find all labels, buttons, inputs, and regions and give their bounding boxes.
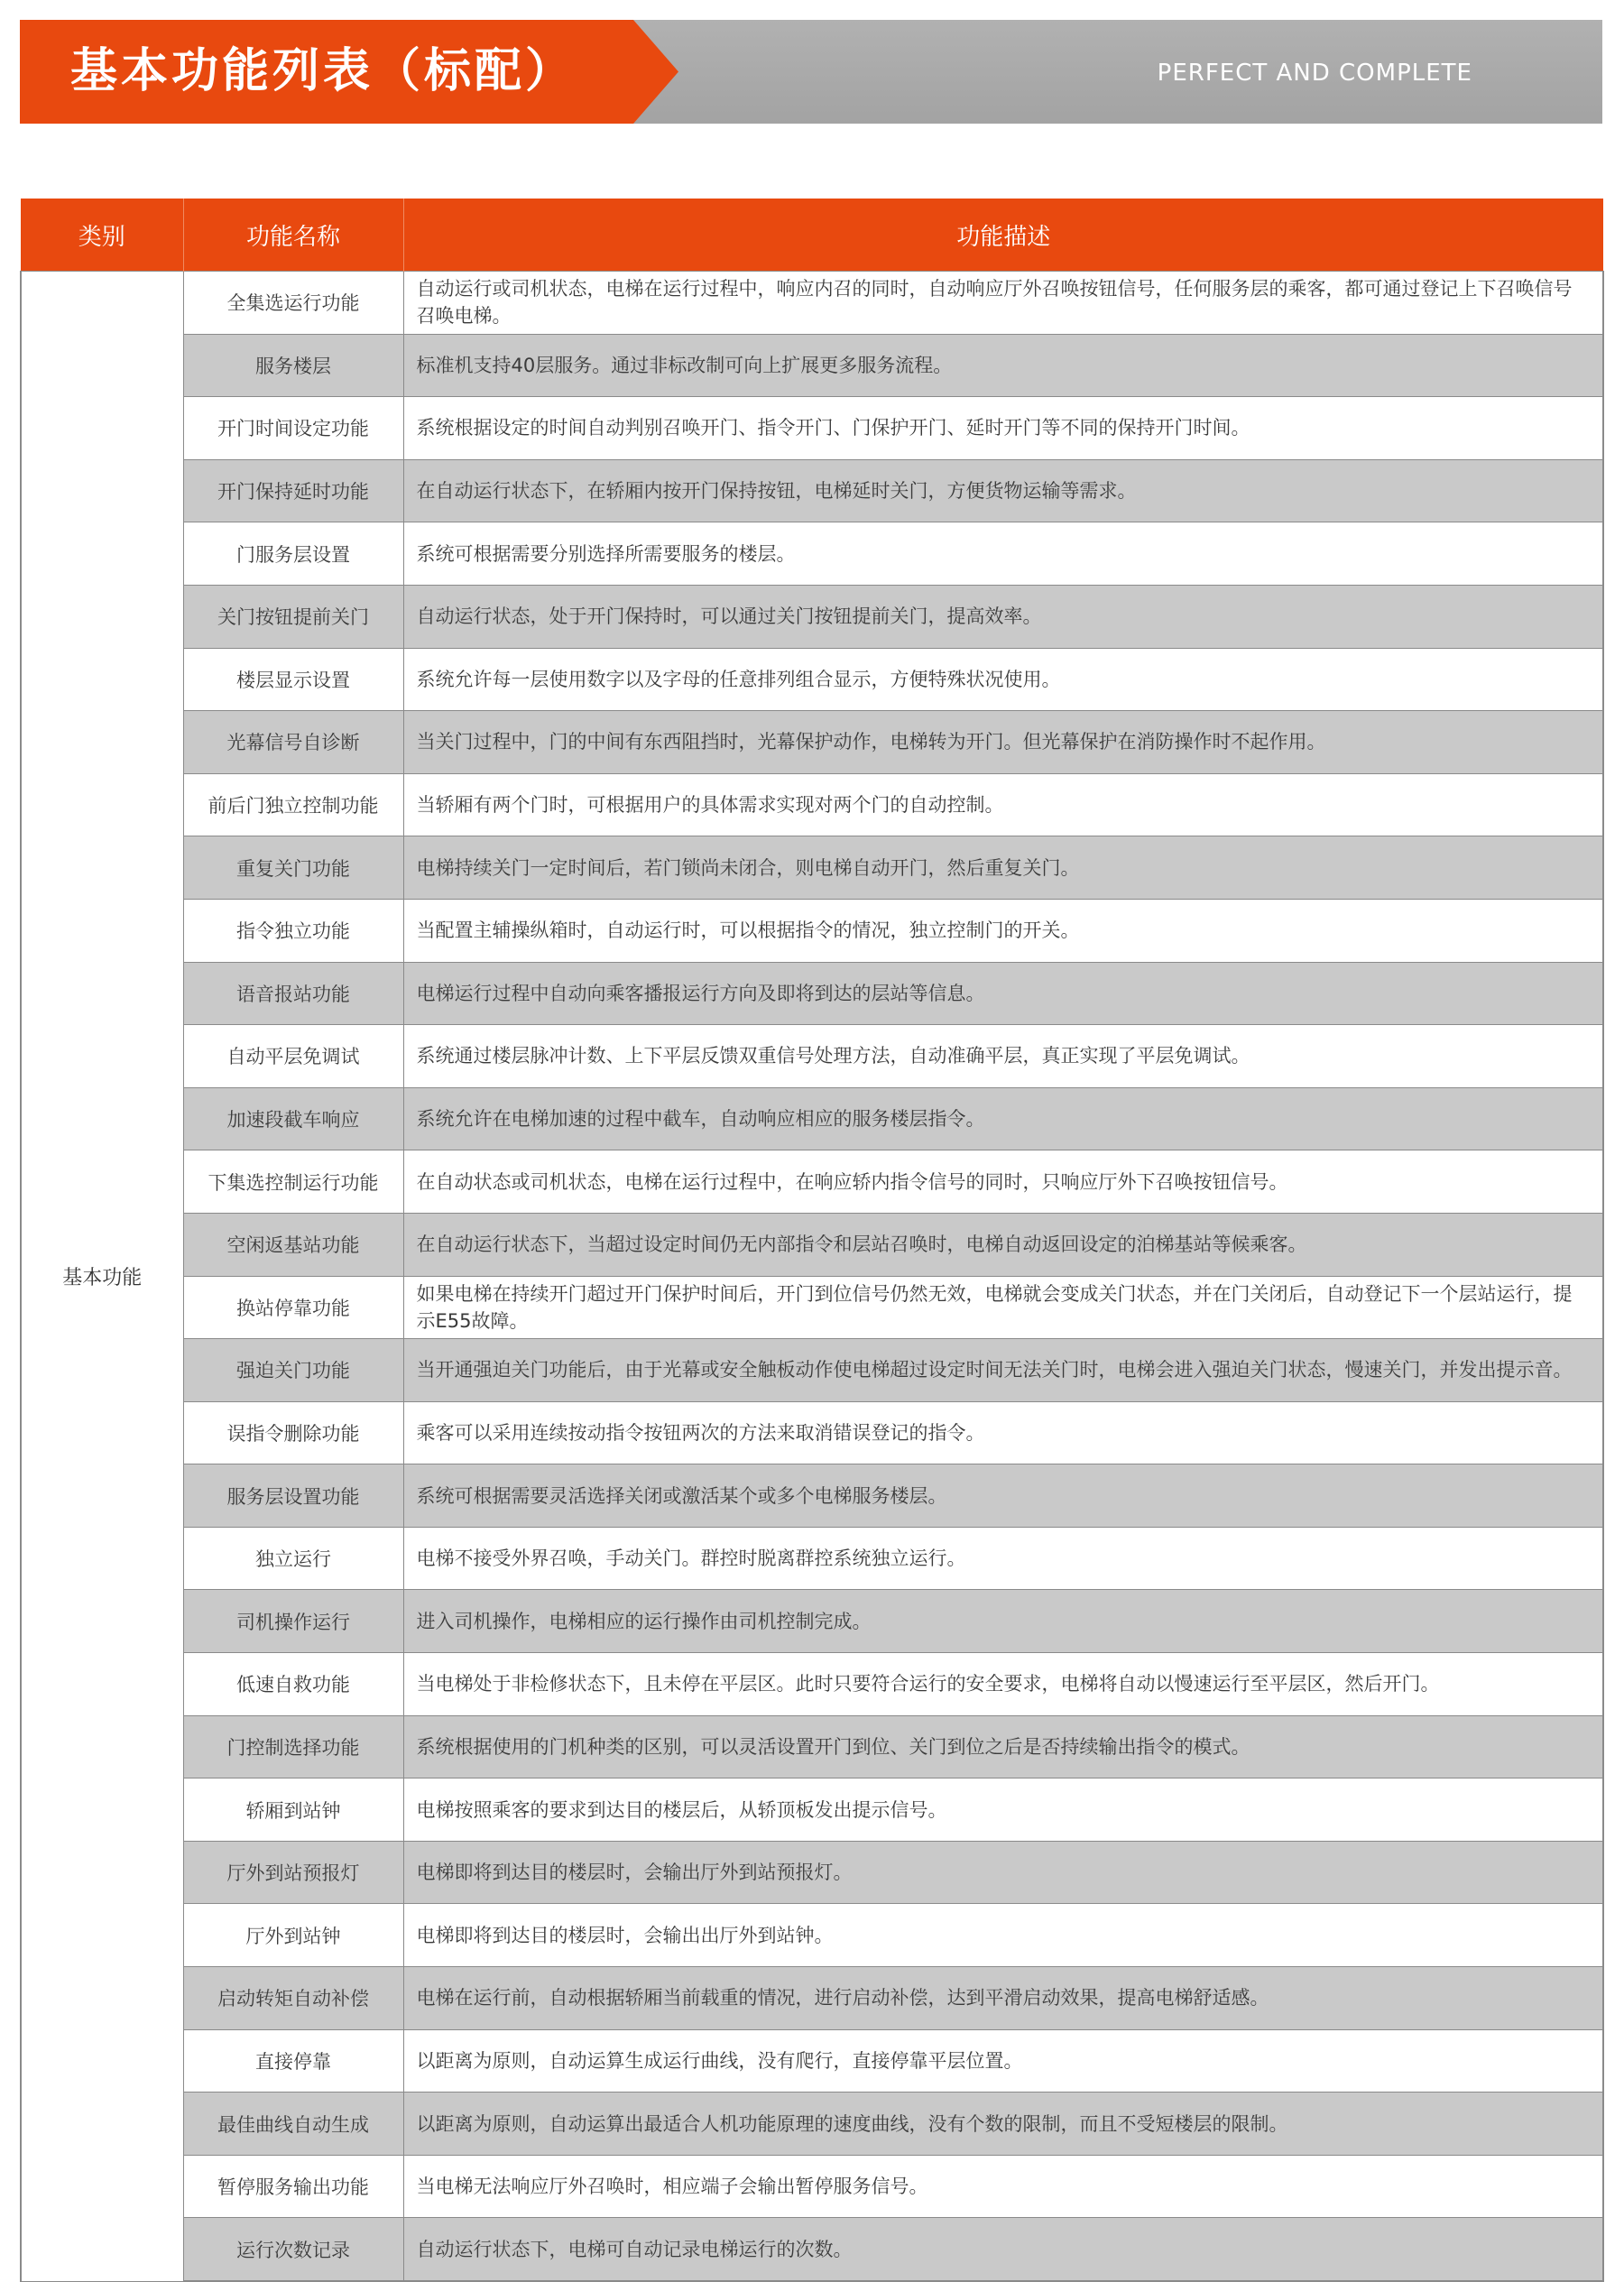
function-name-cell: 独立运行 bbox=[183, 1527, 403, 1590]
function-description-cell: 自动运行状态，处于开门保持时，可以通过关门按钮提前关门，提高效率。 bbox=[403, 585, 1603, 648]
function-name-cell: 直接停靠 bbox=[183, 2029, 403, 2093]
function-description-cell: 乘客可以采用连续按动指令按钮两次的方法来取消错误登记的指令。 bbox=[403, 1401, 1603, 1464]
function-description-cell: 当关门过程中，门的中间有东西阻挡时，光幕保护动作，电梯转为开门。但光幕保护在消防操作时不起作用。 bbox=[403, 711, 1603, 774]
function-description-cell: 以距离为原则，自动运算生成运行曲线，没有爬行，直接停靠平层位置。 bbox=[403, 2029, 1603, 2093]
table-row bbox=[21, 1025, 1603, 1088]
function-description-cell: 当电梯处于非检修状态下，且未停在平层区。此时只要符合运行的安全要求，电梯将自动以慢速运行至平层区，然后开门。 bbox=[403, 1653, 1603, 1716]
function-name-cell: 厅外到站预报灯 bbox=[183, 1841, 403, 1904]
function-name-cell: 强迫关门功能 bbox=[183, 1339, 403, 1402]
function-name-cell: 服务层设置功能 bbox=[183, 1464, 403, 1528]
function-name-cell: 语音报站功能 bbox=[183, 962, 403, 1025]
function-name-cell: 开门保持延时功能 bbox=[183, 459, 403, 522]
table-row bbox=[21, 962, 1603, 1025]
function-name-cell: 光幕信号自诊断 bbox=[183, 711, 403, 774]
column-header-category: 类别 bbox=[21, 199, 183, 272]
function-description-cell: 进入司机操作，电梯相应的运行操作由司机控制完成。 bbox=[403, 1590, 1603, 1653]
table-row bbox=[21, 2155, 1603, 2218]
page-subtitle: PERFECT AND COMPLETE bbox=[1157, 60, 1472, 87]
function-name-cell: 自动平层免调试 bbox=[183, 1025, 403, 1088]
table-row bbox=[21, 1904, 1603, 1967]
function-name-cell: 全集选运行功能 bbox=[183, 272, 403, 335]
table-body bbox=[21, 272, 1603, 2282]
feature-table bbox=[20, 199, 1604, 2282]
table-row bbox=[21, 1087, 1603, 1150]
function-description-cell: 电梯即将到达目的楼层时，会输出出厅外到站钟。 bbox=[403, 1904, 1603, 1967]
function-description-cell: 自动运行状态下，电梯可自动记录电梯运行的次数。 bbox=[403, 2218, 1603, 2281]
table-row bbox=[21, 1590, 1603, 1653]
function-name-cell: 换站停靠功能 bbox=[183, 1276, 403, 1339]
table-row bbox=[21, 1401, 1603, 1464]
function-name-cell: 门控制选择功能 bbox=[183, 1715, 403, 1778]
function-name-cell: 前后门独立控制功能 bbox=[183, 773, 403, 836]
table-row bbox=[21, 836, 1603, 900]
table-row bbox=[21, 1778, 1603, 1842]
function-description-cell: 电梯在运行前，自动根据轿厢当前载重的情况，进行启动补偿，达到平滑启动效果，提高电梯舒适感。 bbox=[403, 1967, 1603, 2030]
page-header-banner bbox=[20, 20, 1602, 124]
function-description-cell: 电梯持续关门一定时间后，若门锁尚未闭合，则电梯自动开门，然后重复关门。 bbox=[403, 836, 1603, 900]
function-description-cell: 当轿厢有两个门时，可根据用户的具体需求实现对两个门的自动控制。 bbox=[403, 773, 1603, 836]
table-row bbox=[21, 2029, 1603, 2093]
function-name-cell: 司机操作运行 bbox=[183, 1590, 403, 1653]
function-description-cell: 在自动运行状态下，当超过设定时间仍无内部指令和层站召唤时，电梯自动返回设定的泊梯基站等候乘客。 bbox=[403, 1213, 1603, 1276]
function-name-cell: 关门按钮提前关门 bbox=[183, 585, 403, 648]
table-row bbox=[21, 1715, 1603, 1778]
function-name-cell: 厅外到站钟 bbox=[183, 1904, 403, 1967]
function-description-cell: 当电梯无法响应厅外召唤时，相应端子会输出暂停服务信号。 bbox=[403, 2155, 1603, 2218]
function-name-cell: 开门时间设定功能 bbox=[183, 397, 403, 460]
function-name-cell: 低速自救功能 bbox=[183, 1653, 403, 1716]
feature-table-container bbox=[20, 199, 1602, 2282]
function-name-cell: 门服务层设置 bbox=[183, 522, 403, 586]
table-row bbox=[21, 711, 1603, 774]
function-description-cell: 电梯即将到达目的楼层时，会输出厅外到站预报灯。 bbox=[403, 1841, 1603, 1904]
category-cell: 基本功能 bbox=[21, 272, 183, 2282]
table-row bbox=[21, 1967, 1603, 2030]
function-description-cell: 系统可根据需要灵活选择关闭或激活某个或多个电梯服务楼层。 bbox=[403, 1464, 1603, 1528]
function-name-cell: 服务楼层 bbox=[183, 334, 403, 397]
function-name-cell: 空闲返基站功能 bbox=[183, 1213, 403, 1276]
function-name-cell: 轿厢到站钟 bbox=[183, 1778, 403, 1842]
table-row bbox=[21, 773, 1603, 836]
table-row bbox=[21, 1841, 1603, 1904]
function-description-cell: 系统通过楼层脉冲计数、上下平层反馈双重信号处理方法，自动准确平层，真正实现了平层免调试。 bbox=[403, 1025, 1603, 1088]
table-header-row bbox=[21, 199, 1603, 272]
table-row bbox=[21, 648, 1603, 711]
function-description-cell: 电梯运行过程中自动向乘客播报运行方向及即将到达的层站等信息。 bbox=[403, 962, 1603, 1025]
column-header-function-description: 功能描述 bbox=[403, 199, 1603, 272]
function-description-cell: 在自动运行状态下，在轿厢内按开门保持按钮，电梯延时关门，方便货物运输等需求。 bbox=[403, 459, 1603, 522]
table-row bbox=[21, 1276, 1603, 1339]
function-description-cell: 在自动状态或司机状态，电梯在运行过程中，在响应轿内指令信号的同时，只响应厅外下召唤按钮信号。 bbox=[403, 1150, 1603, 1214]
function-description-cell: 当配置主辅操纵箱时，自动运行时，可以根据指令的情况，独立控制门的开关。 bbox=[403, 899, 1603, 962]
table-row bbox=[21, 1213, 1603, 1276]
function-description-cell: 标准机支持40层服务。通过非标改制可向上扩展更多服务流程。 bbox=[403, 334, 1603, 397]
function-description-cell: 系统根据设定的时间自动判别召唤开门、指令开门、门保护开门、延时开门等不同的保持开门时间。 bbox=[403, 397, 1603, 460]
column-header-function-name: 功能名称 bbox=[183, 199, 403, 272]
function-description-cell: 系统根据使用的门机种类的区别，可以灵活设置开门到位、关门到位之后是否持续输出指令的模式。 bbox=[403, 1715, 1603, 1778]
table-row bbox=[21, 2093, 1603, 2156]
table-row bbox=[21, 1464, 1603, 1528]
function-description-cell: 系统可根据需要分别选择所需要服务的楼层。 bbox=[403, 522, 1603, 586]
function-name-cell: 重复关门功能 bbox=[183, 836, 403, 900]
table-row bbox=[21, 397, 1603, 460]
page-title: 基本功能列表（标配） bbox=[70, 44, 577, 98]
table-row bbox=[21, 1653, 1603, 1716]
function-description-cell: 自动运行或司机状态，电梯在运行过程中，响应内召的同时，自动响应厅外召唤按钮信号，任何服务层的乘客，都可通过登记上下召唤信号召唤电梯。 bbox=[403, 272, 1603, 335]
function-description-cell: 以距离为原则，自动运算出最适合人机功能原理的速度曲线，没有个数的限制，而且不受短楼层的限制。 bbox=[403, 2093, 1603, 2156]
function-name-cell: 误指令删除功能 bbox=[183, 1401, 403, 1464]
function-description-cell: 电梯按照乘客的要求到达目的楼层后，从轿顶板发出提示信号。 bbox=[403, 1778, 1603, 1842]
table-row bbox=[21, 459, 1603, 522]
table-row bbox=[21, 1150, 1603, 1214]
function-name-cell: 最佳曲线自动生成 bbox=[183, 2093, 403, 2156]
function-description-cell: 系统允许每一层使用数字以及字母的任意排列组合显示，方便特殊状况使用。 bbox=[403, 648, 1603, 711]
table-row bbox=[21, 899, 1603, 962]
table-header bbox=[21, 199, 1603, 272]
function-description-cell: 系统允许在电梯加速的过程中截车，自动响应相应的服务楼层指令。 bbox=[403, 1087, 1603, 1150]
table-row bbox=[21, 334, 1603, 397]
function-name-cell: 运行次数记录 bbox=[183, 2218, 403, 2281]
table-row bbox=[21, 1527, 1603, 1590]
function-name-cell: 加速段截车响应 bbox=[183, 1087, 403, 1150]
function-description-cell: 电梯不接受外界召唤，手动关门。群控时脱离群控系统独立运行。 bbox=[403, 1527, 1603, 1590]
table-row bbox=[21, 272, 1603, 335]
function-name-cell: 指令独立功能 bbox=[183, 899, 403, 962]
table-row bbox=[21, 1339, 1603, 1402]
function-name-cell: 楼层显示设置 bbox=[183, 648, 403, 711]
table-row bbox=[21, 2218, 1603, 2281]
table-row bbox=[21, 522, 1603, 586]
function-name-cell: 启动转矩自动补偿 bbox=[183, 1967, 403, 2030]
table-row bbox=[21, 585, 1603, 648]
function-name-cell: 下集选控制运行功能 bbox=[183, 1150, 403, 1214]
function-description-cell: 如果电梯在持续开门超过开门保护时间后，开门到位信号仍然无效，电梯就会变成关门状态，并在门关闭后，自动登记下一个层站运行，提示E55故障。 bbox=[403, 1276, 1603, 1339]
function-description-cell: 当开通强迫关门功能后，由于光幕或安全触板动作使电梯超过设定时间无法关门时，电梯会进入强迫关门状态，慢速关门，并发出提示音。 bbox=[403, 1339, 1603, 1402]
function-name-cell: 暂停服务输出功能 bbox=[183, 2155, 403, 2218]
